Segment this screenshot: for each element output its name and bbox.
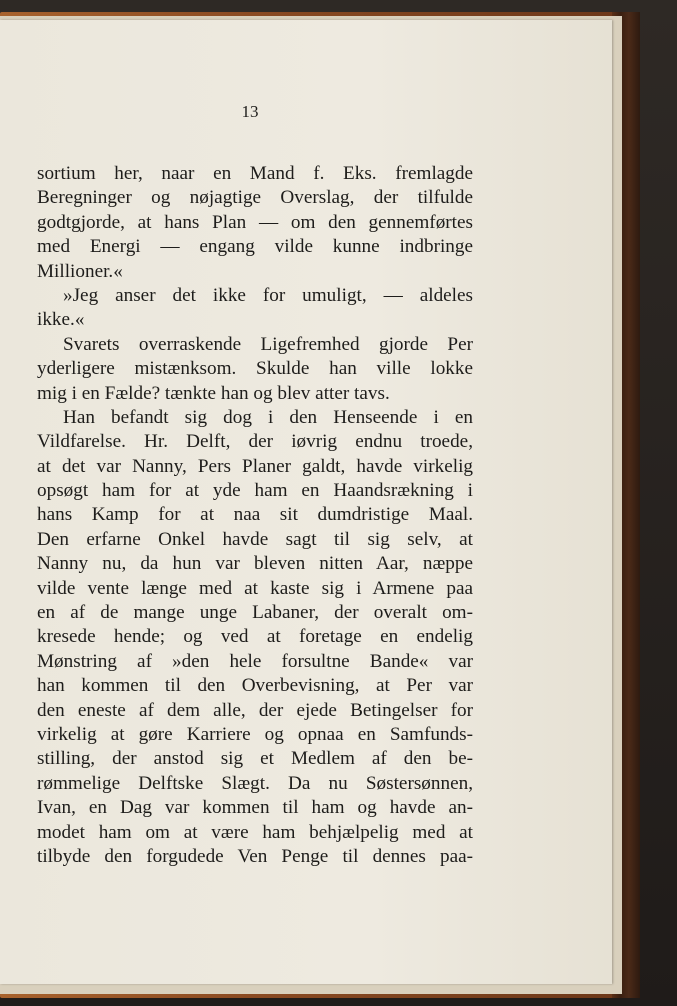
text-line: sortium her, naar en Mand f. Eks. fremlagde: [37, 163, 473, 184]
text-line: hans Kamp for at naa sit dumdristige Maal.: [37, 504, 473, 526]
text-line: Mønstring af »den hele forsultne Bande« var: [37, 650, 473, 672]
text-line: Beregninger og nøjagtige Overslag, der tilfulde: [37, 187, 473, 209]
text-line: kresede hende; og ved at foretage en endelig: [37, 626, 473, 648]
page-number: 13: [241, 102, 259, 121]
text-line: virkelig at gøre Karriere og opnaa en Samfunds-: [37, 723, 473, 745]
text-line: opsøgt ham for at yde ham en Haandsrækning i: [37, 480, 473, 502]
text-line: ikke.«: [37, 309, 85, 331]
text-line: Den erfarne Onkel havde sagt til sig selv, at: [37, 528, 473, 550]
book-page: [0, 20, 612, 984]
text-line: Vildfarelse. Hr. Delft, der iøvrig endnu troede,: [37, 431, 473, 453]
text-line: Millioner.«: [37, 260, 123, 282]
text-line: at det var Nanny, Pers Planer galdt, havde virkelig: [37, 455, 473, 477]
text-line: han kommen til den Overbevisning, at Per var: [37, 675, 473, 697]
text-line: rømmelige Delftske Slægt. Da nu Søstersønnen,: [37, 772, 473, 794]
text-line: vilde vente længe med at kaste sig i Armene paa: [37, 577, 473, 599]
text-line: med Energi — engang vilde kunne indbringe: [37, 236, 473, 258]
body-text: [37, 162, 473, 869]
text-line: mig i en Fælde? tænkte han og blev atter tavs.: [37, 382, 390, 404]
text-line: yderligere mistænksom. Skulde han ville lokke: [37, 358, 473, 380]
text-line: Han befandt sig dog i den Henseende i en: [63, 406, 473, 428]
text-line: en af de mange unge Labaner, der overalt om-: [37, 602, 473, 624]
text-line: Nanny nu, da hun var bleven nitten Aar, næppe: [37, 553, 473, 575]
text-line: modet ham om at være ham behjælpelig med at: [37, 821, 473, 843]
text-line: »Jeg anser det ikke for umuligt, — aldeles: [63, 284, 473, 306]
text-line: stilling, der anstod sig et Medlem af den be-: [37, 748, 473, 770]
text-line: Ivan, en Dag var kommen til ham og havde an-: [37, 797, 473, 819]
text-line: tilbyde den forgudede Ven Penge til dennes paa-: [37, 845, 473, 867]
text-line: den eneste af dem alle, der ejede Betingelser for: [37, 699, 473, 721]
text-line: Svarets overraskende Ligefremhed gjorde Per: [63, 333, 473, 355]
text-line: godtgjorde, at hans Plan — om den gennemførtes: [37, 211, 473, 233]
